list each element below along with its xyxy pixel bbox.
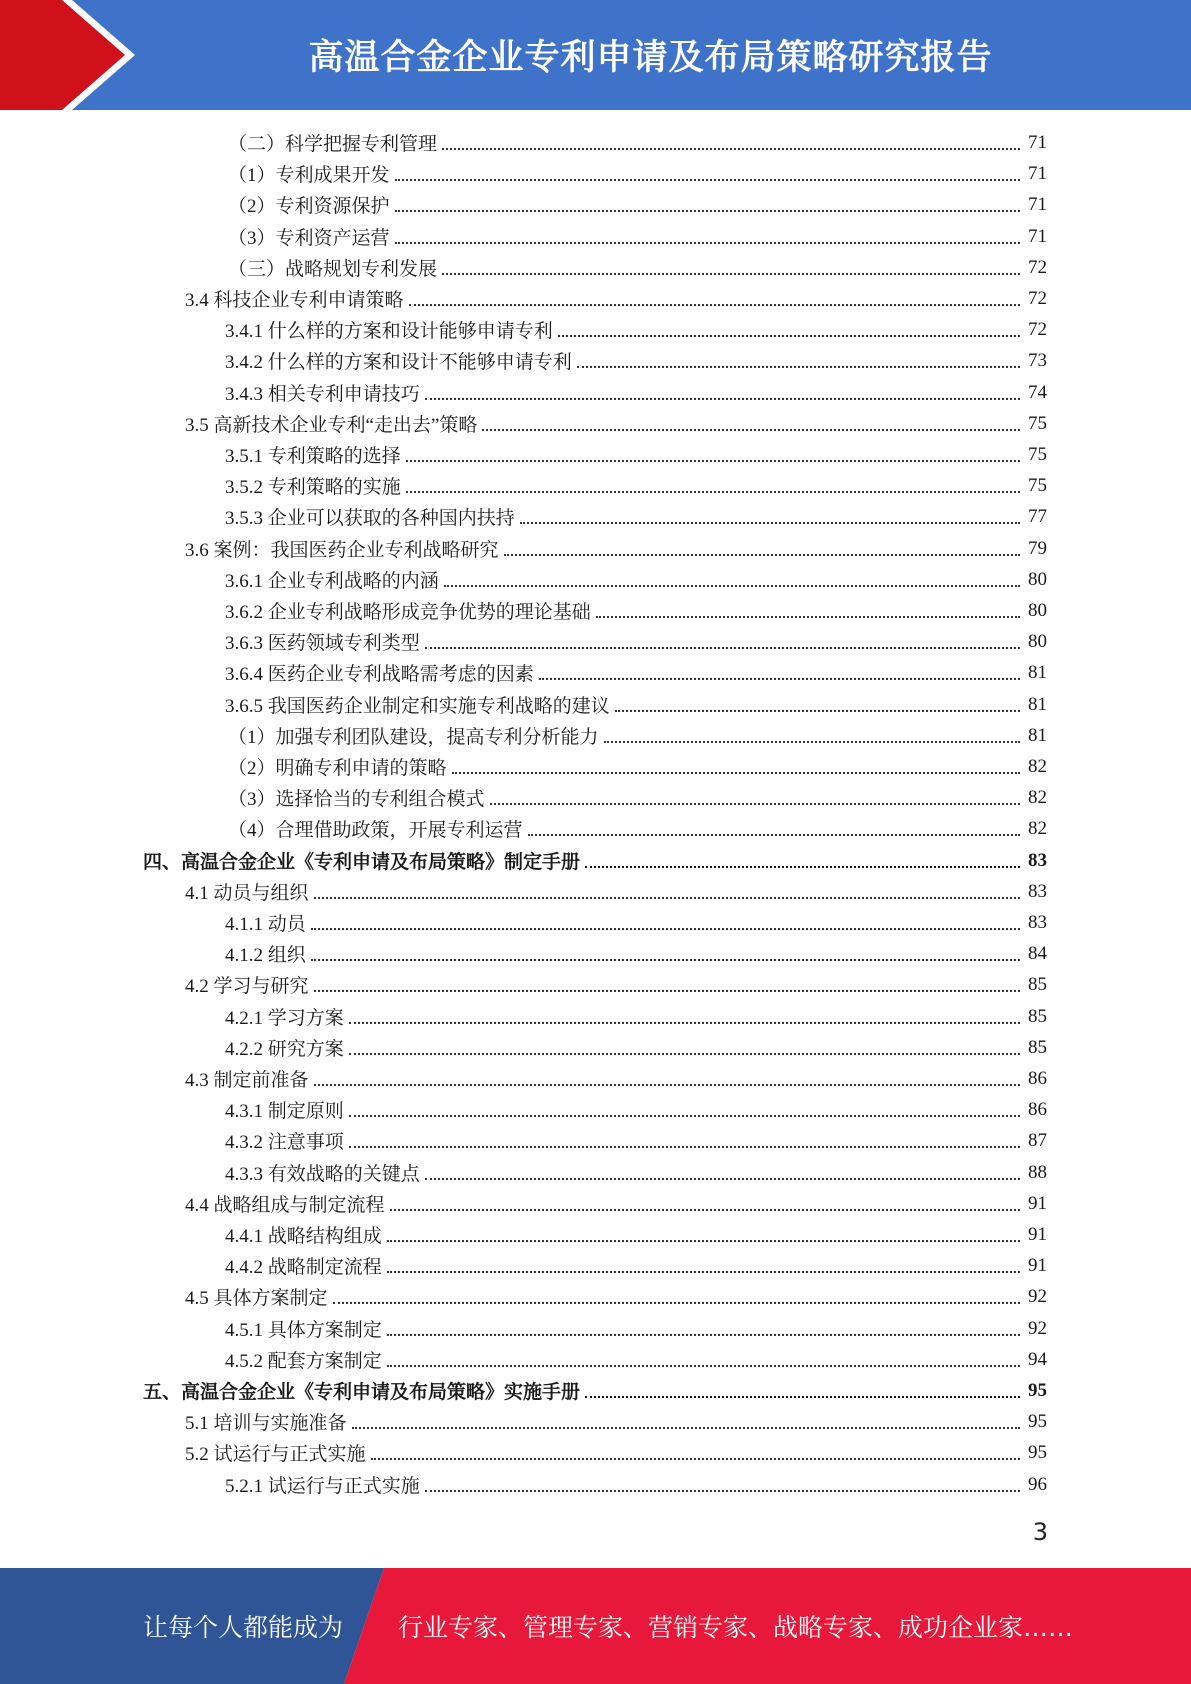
toc-leader-dots bbox=[452, 772, 1020, 774]
toc-leader-dots bbox=[615, 710, 1020, 712]
toc-leader-dots bbox=[311, 928, 1020, 930]
toc-entry-label: （2）专利资源保护 bbox=[228, 196, 390, 217]
toc-entry[interactable] bbox=[185, 1406, 1047, 1437]
toc-entry-label: 5.2 试运行与正式实施 bbox=[185, 1444, 366, 1465]
toc-leader-dots bbox=[577, 366, 1020, 368]
toc-leader-dots bbox=[390, 1209, 1020, 1211]
toc-entry-label: 4.2.1 学习方案 bbox=[225, 1008, 344, 1029]
toc-entry[interactable] bbox=[228, 127, 1047, 158]
toc-entry-page: 75 bbox=[1028, 474, 1047, 496]
toc-entry[interactable] bbox=[185, 1188, 1047, 1219]
toc-entry-label: （1）加强专利团队建设，提高专利分析能力 bbox=[228, 727, 599, 748]
toc-entry-label: 4.3.2 注意事项 bbox=[225, 1132, 344, 1153]
toc-entry[interactable] bbox=[225, 595, 1047, 626]
toc-entry-page: 83 bbox=[1028, 911, 1047, 933]
toc-entry-page: 77 bbox=[1028, 505, 1047, 527]
toc-leader-dots bbox=[352, 1427, 1020, 1429]
toc-entry[interactable] bbox=[225, 1125, 1047, 1156]
toc-leader-dots bbox=[349, 1115, 1020, 1117]
header-banner bbox=[0, 0, 1191, 110]
toc-entry[interactable] bbox=[225, 1250, 1047, 1281]
toc-entry-label: 3.6 案例：我国医药企业专利战略研究 bbox=[185, 540, 499, 561]
toc-entry-label: 4.3.3 有效战略的关键点 bbox=[225, 1164, 420, 1185]
toc-entry-page: 83 bbox=[1028, 849, 1047, 871]
toc-entry-label: （1）专利成果开发 bbox=[228, 165, 390, 186]
toc-leader-dots bbox=[539, 678, 1020, 680]
toc-entry-page: 80 bbox=[1028, 599, 1047, 621]
toc-entry-label: 4.1 动员与组织 bbox=[185, 883, 309, 904]
toc-entry-label: （2）明确专利申请的策略 bbox=[228, 758, 447, 779]
toc-entry-label: 3.6.1 企业专利战略的内涵 bbox=[225, 571, 439, 592]
toc-leader-dots bbox=[387, 1365, 1020, 1367]
toc-entry[interactable] bbox=[225, 314, 1047, 345]
toc-entry-label: 3.4.3 相关专利申请技巧 bbox=[225, 384, 420, 405]
toc-entry-label: （3）专利资产运营 bbox=[228, 228, 390, 249]
toc-leader-dots bbox=[442, 273, 1020, 275]
toc-leader-dots bbox=[482, 429, 1020, 431]
toc-leader-dots bbox=[311, 959, 1020, 961]
page-number: 3 bbox=[1032, 1518, 1048, 1546]
toc-entry-page: 82 bbox=[1028, 817, 1047, 839]
report-title: 高温合金企业专利申请及布局策略研究报告 bbox=[308, 38, 993, 78]
toc-entry-label: 3.6.3 医药领域专利类型 bbox=[225, 633, 420, 654]
toc-entry[interactable] bbox=[185, 1437, 1047, 1468]
toc-entry-page: 71 bbox=[1028, 131, 1047, 153]
toc-entry-label: 5.1 培训与实施准备 bbox=[185, 1413, 347, 1434]
toc-entry-label: 3.6.4 医药企业专利战略需考虑的因素 bbox=[225, 664, 534, 685]
toc-entry-label: 3.6.2 企业专利战略形成竞争优势的理论基础 bbox=[225, 602, 591, 623]
toc-entry[interactable] bbox=[225, 938, 1047, 969]
toc-entry[interactable] bbox=[225, 1219, 1047, 1250]
toc-entry[interactable] bbox=[225, 439, 1047, 470]
toc-leader-dots bbox=[314, 897, 1020, 899]
toc-entry-page: 91 bbox=[1028, 1254, 1047, 1276]
toc-entry[interactable] bbox=[225, 1344, 1047, 1375]
toc-entry-page: 81 bbox=[1028, 661, 1047, 683]
toc-leader-dots bbox=[349, 1022, 1020, 1024]
toc-entry[interactable] bbox=[225, 689, 1047, 720]
toc-entry-page: 80 bbox=[1028, 568, 1047, 590]
toc-entry-label: 5.2.1 试运行与正式实施 bbox=[225, 1476, 420, 1497]
toc-leader-dots bbox=[406, 491, 1020, 493]
toc-entry-label: （4）合理借助政策，开展专利运营 bbox=[228, 820, 523, 841]
toc-entry-label: 4.4.2 战略制定流程 bbox=[225, 1257, 382, 1278]
toc-entry-page: 81 bbox=[1028, 693, 1047, 715]
toc-leader-dots bbox=[406, 460, 1020, 462]
toc-entry[interactable] bbox=[185, 969, 1047, 1000]
toc-leader-dots bbox=[520, 522, 1020, 524]
toc-leader-dots bbox=[333, 1302, 1020, 1304]
toc-entry[interactable] bbox=[225, 1001, 1047, 1032]
toc-leader-dots bbox=[409, 304, 1020, 306]
toc-leader-dots bbox=[425, 1490, 1020, 1492]
toc-entry-label: 4.4.1 战略结构组成 bbox=[225, 1226, 382, 1247]
toc-leader-dots bbox=[425, 398, 1020, 400]
toc-entry[interactable] bbox=[228, 189, 1047, 220]
toc-leader-dots bbox=[490, 803, 1020, 805]
toc-entry[interactable] bbox=[225, 1469, 1047, 1500]
toc-entry-page: 96 bbox=[1028, 1473, 1047, 1495]
toc-entry-page: 85 bbox=[1028, 1005, 1047, 1027]
toc-leader-dots bbox=[558, 335, 1020, 337]
toc-entry-page: 82 bbox=[1028, 786, 1047, 808]
toc-leader-dots bbox=[528, 834, 1020, 836]
toc-entry-label: 4.5.2 配套方案制定 bbox=[225, 1351, 382, 1372]
toc-entry-page: 72 bbox=[1028, 256, 1047, 278]
toc-leader-dots bbox=[425, 647, 1020, 649]
toc-leader-dots bbox=[387, 1334, 1020, 1336]
toc-entry[interactable] bbox=[185, 283, 1047, 314]
toc-leader-dots bbox=[504, 554, 1020, 556]
toc-entry[interactable] bbox=[185, 1281, 1047, 1312]
toc-entry[interactable] bbox=[143, 1375, 1047, 1406]
toc-entry-page: 88 bbox=[1028, 1161, 1047, 1183]
toc-entry[interactable] bbox=[225, 1094, 1047, 1125]
toc-entry-page: 71 bbox=[1028, 193, 1047, 215]
toc-entry[interactable] bbox=[225, 1032, 1047, 1063]
toc-entry-page: 94 bbox=[1028, 1348, 1047, 1370]
toc-entry-page: 72 bbox=[1028, 318, 1047, 340]
toc-entry-page: 84 bbox=[1028, 942, 1047, 964]
toc-entry[interactable] bbox=[185, 876, 1047, 907]
toc-entry-page: 91 bbox=[1028, 1192, 1047, 1214]
toc-leader-dots bbox=[349, 1146, 1020, 1148]
toc-entry[interactable] bbox=[185, 533, 1047, 564]
toc-leader-dots bbox=[349, 1053, 1020, 1055]
toc-entry[interactable] bbox=[228, 221, 1047, 252]
toc-entry-label: 3.5.2 专利策略的实施 bbox=[225, 477, 401, 498]
toc-entry-label: （三）战略规划专利发展 bbox=[228, 259, 438, 280]
toc-entry-label: 3.5.1 专利策略的选择 bbox=[225, 446, 401, 467]
toc-entry-page: 85 bbox=[1028, 973, 1047, 995]
footer-slogan-left: 让每个人都能成为 bbox=[143, 1613, 344, 1642]
toc-entry-label: 五、高温合金企业《专利申请及布局策略》实施手册 bbox=[143, 1382, 581, 1403]
toc-entry[interactable] bbox=[185, 1063, 1047, 1094]
toc-entry[interactable] bbox=[225, 1313, 1047, 1344]
toc-entry-label: 3.4 科技企业专利申请策略 bbox=[185, 290, 404, 311]
toc-entry-page: 72 bbox=[1028, 287, 1047, 309]
toc-entry-label: 4.4 战略组成与制定流程 bbox=[185, 1195, 385, 1216]
toc-entry[interactable] bbox=[185, 408, 1047, 439]
toc-leader-dots bbox=[444, 585, 1020, 587]
chevron-arrow-icon bbox=[0, 0, 160, 110]
toc-leader-dots bbox=[314, 1084, 1020, 1086]
toc-leader-dots bbox=[395, 179, 1020, 181]
toc-entry[interactable] bbox=[228, 813, 1047, 844]
toc-entry-page: 71 bbox=[1028, 225, 1047, 247]
toc-entry-page: 95 bbox=[1028, 1441, 1047, 1463]
toc-entry-page: 75 bbox=[1028, 412, 1047, 434]
toc-entry[interactable] bbox=[143, 845, 1047, 876]
toc-entry[interactable] bbox=[228, 720, 1047, 751]
toc-entry[interactable] bbox=[225, 377, 1047, 408]
toc-entry-page: 92 bbox=[1028, 1317, 1047, 1339]
toc-entry-page: 79 bbox=[1028, 537, 1047, 559]
toc-entry[interactable] bbox=[225, 1157, 1047, 1188]
toc-entry-page: 87 bbox=[1028, 1129, 1047, 1151]
toc-leader-dots bbox=[314, 990, 1020, 992]
toc-leader-dots bbox=[387, 1240, 1020, 1242]
toc-entry[interactable] bbox=[225, 470, 1047, 501]
toc-entry[interactable] bbox=[228, 158, 1047, 189]
toc-entry-label: 3.4.2 什么样的方案和设计不能够申请专利 bbox=[225, 352, 572, 373]
toc-entry-page: 92 bbox=[1028, 1285, 1047, 1307]
toc-entry-page: 80 bbox=[1028, 630, 1047, 652]
toc-entry-page: 95 bbox=[1028, 1379, 1047, 1401]
toc-entry[interactable] bbox=[225, 501, 1047, 532]
toc-entry-page: 73 bbox=[1028, 349, 1047, 371]
footer-slogan-right: 行业专家、管理专家、营销专家、战略专家、成功企业家…… bbox=[398, 1613, 1074, 1642]
toc-entry-label: 4.5.1 具体方案制定 bbox=[225, 1320, 382, 1341]
toc-entry-label: 4.1.1 动员 bbox=[225, 914, 306, 935]
toc-entry[interactable] bbox=[225, 564, 1047, 595]
toc-entry-label: 4.1.2 组织 bbox=[225, 945, 306, 966]
toc-leader-dots bbox=[395, 210, 1020, 212]
toc-entry-label: 3.5 高新技术企业专利“走出去”策略 bbox=[185, 415, 478, 436]
toc-entry-label: 3.6.5 我国医药企业制定和实施专利战略的建议 bbox=[225, 696, 610, 717]
toc-entry-label: 4.5 具体方案制定 bbox=[185, 1288, 328, 1309]
toc-entry-page: 95 bbox=[1028, 1410, 1047, 1432]
toc-leader-dots bbox=[371, 1458, 1020, 1460]
toc-entry-page: 86 bbox=[1028, 1098, 1047, 1120]
toc-entry[interactable] bbox=[225, 657, 1047, 688]
toc-leader-dots bbox=[585, 1396, 1020, 1398]
toc-entry[interactable] bbox=[225, 907, 1047, 938]
toc-leader-dots bbox=[395, 242, 1020, 244]
toc-entry-page: 86 bbox=[1028, 1067, 1047, 1089]
toc-entry-page: 85 bbox=[1028, 1036, 1047, 1058]
toc-entry-page: 82 bbox=[1028, 755, 1047, 777]
toc-entry[interactable] bbox=[225, 345, 1047, 376]
toc-entry-label: 4.3.1 制定原则 bbox=[225, 1101, 344, 1122]
toc-entry[interactable] bbox=[228, 751, 1047, 782]
toc-entry-page: 81 bbox=[1028, 724, 1047, 746]
toc-entry-page: 74 bbox=[1028, 381, 1047, 403]
toc-entry-page: 83 bbox=[1028, 880, 1047, 902]
toc-entry-label: 3.4.1 什么样的方案和设计能够申请专利 bbox=[225, 321, 553, 342]
toc-leader-dots bbox=[425, 1178, 1020, 1180]
toc-entry-page: 75 bbox=[1028, 443, 1047, 465]
footer-banner bbox=[0, 1568, 1191, 1684]
toc-entry[interactable] bbox=[228, 252, 1047, 283]
toc-leader-dots bbox=[596, 616, 1020, 618]
toc-entry[interactable] bbox=[225, 626, 1047, 657]
toc-entry-page: 71 bbox=[1028, 162, 1047, 184]
toc-entry-label: （二）科学把握专利管理 bbox=[228, 134, 438, 155]
toc-entry-label: 3.5.3 企业可以获取的各种国内扶持 bbox=[225, 508, 515, 529]
toc-entry-label: 4.2 学习与研究 bbox=[185, 976, 309, 997]
toc-leader-dots bbox=[387, 1271, 1020, 1273]
toc-leader-dots bbox=[585, 866, 1020, 868]
toc-entry-label: 4.2.2 研究方案 bbox=[225, 1039, 344, 1060]
toc-leader-dots bbox=[442, 148, 1020, 150]
toc-leader-dots bbox=[604, 741, 1020, 743]
toc-entry-label: （3）选择恰当的专利组合模式 bbox=[228, 789, 485, 810]
toc-entry[interactable] bbox=[228, 782, 1047, 813]
toc-entry-label: 4.3 制定前准备 bbox=[185, 1070, 309, 1091]
toc-entry-label: 四、高温合金企业《专利申请及布局策略》制定手册 bbox=[143, 852, 581, 873]
toc-entry-page: 91 bbox=[1028, 1223, 1047, 1245]
